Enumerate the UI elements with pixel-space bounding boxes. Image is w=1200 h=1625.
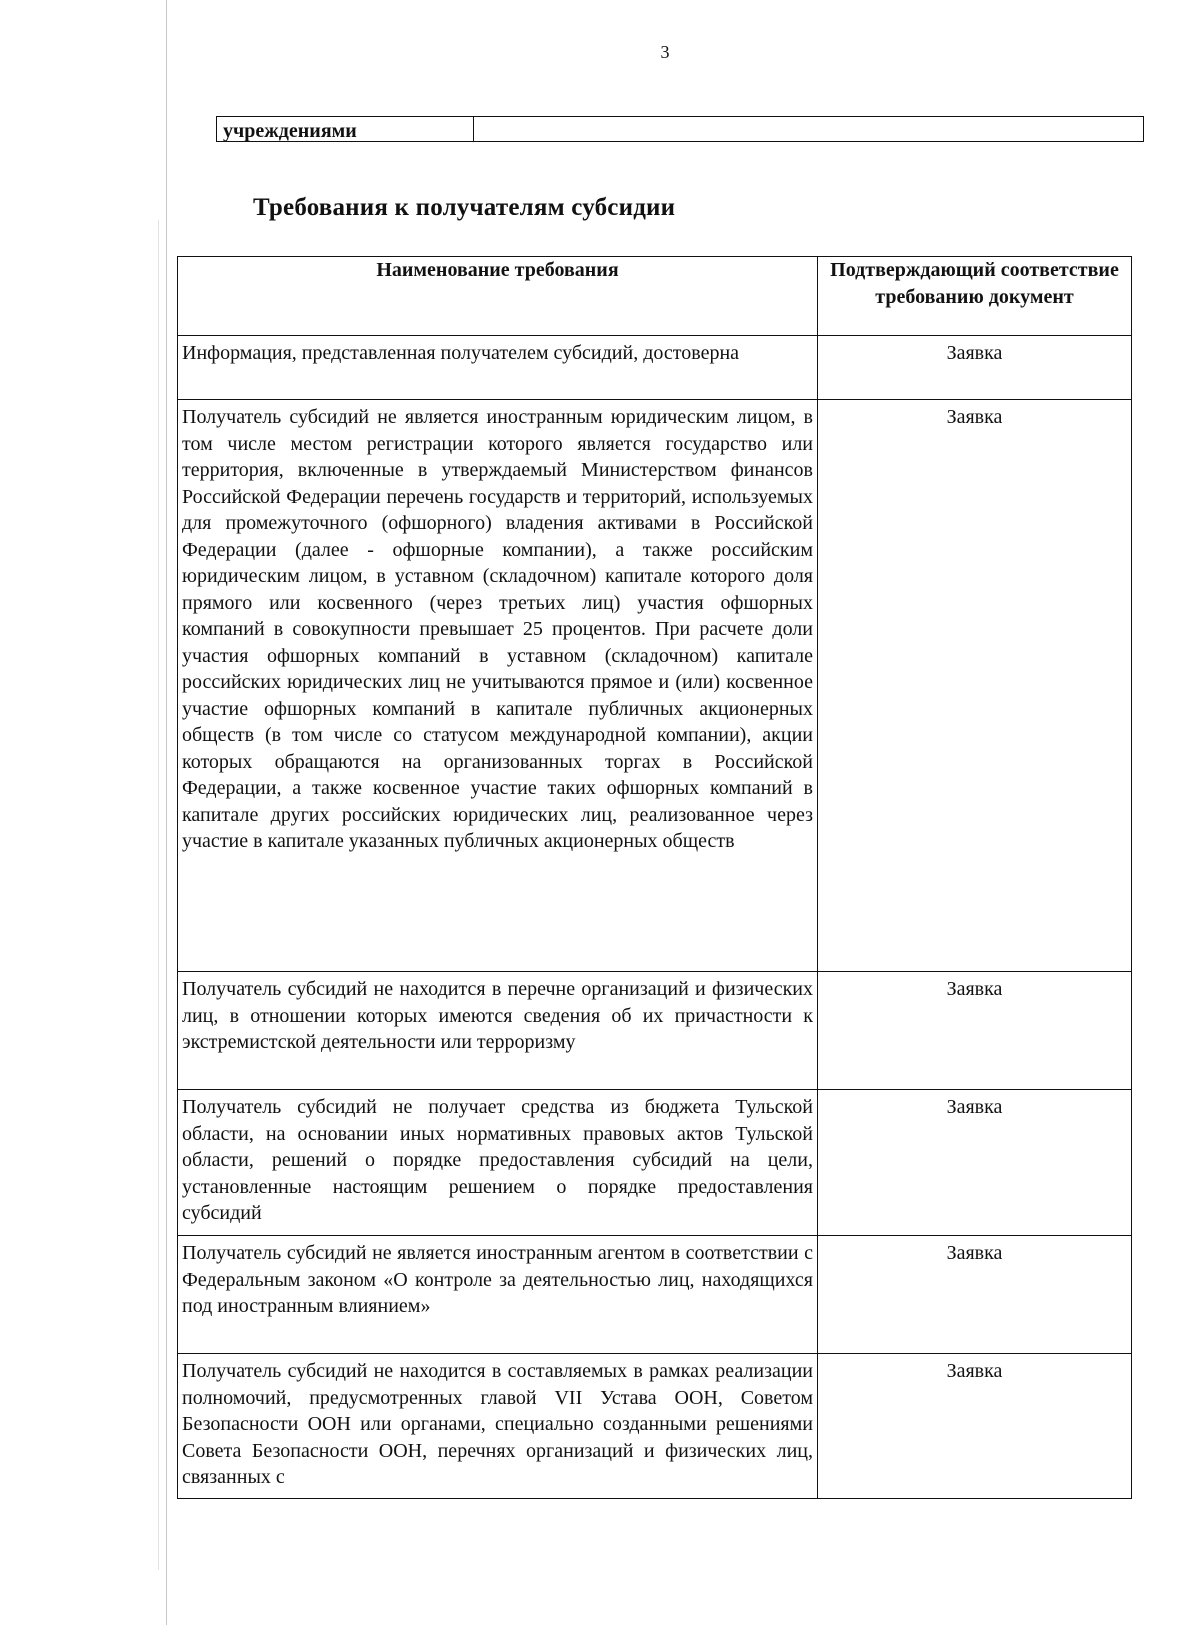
requirement-cell: Получатель субсидий не находится в составляемых в рамках реализации полномочий, предусмотренных главой VII Устава ООН, Советом Безопасности ООН или органами, специально созданными решениями Совета Безопасности ООН, перечнях организаций и физических лиц, связанных с bbox=[178, 1354, 818, 1499]
section-title: Требования к получателям субсидии bbox=[253, 194, 676, 221]
table-header-row bbox=[178, 257, 1132, 336]
table-row bbox=[178, 972, 1132, 1090]
table-row bbox=[178, 1354, 1132, 1499]
document-cell: Заявка bbox=[818, 1236, 1132, 1354]
scan-margin-line bbox=[166, 0, 167, 1625]
document-cell: Заявка bbox=[818, 972, 1132, 1090]
requirement-cell: Получатель субсидий не является иностранным юридическим лицом, в том числе местом регистрации которого является государство или территория, включенные в утверждаемый Министерством финансов Российской Федерации перечень государств и территорий, используемых для промежуточного (офшорного) владения активами в Российской Федерации (далее - офшорные компании), а также российским юридическим лицом, в уставном (складочном) капитале которого доля прямого или косвенного (через третьих лиц) участия офшорных компаний в совокупности превышает 25 процентов. При расчете доли участия офшорных компаний в уставном (складочном) капитале российских юридических лиц не учитываются прямое и (или) косвенное участие офшорных компаний в капитале публичных акционерных обществ (в том числе со статусом международной компании), акции которых обращаются на организованных торгах в Российской Федерации, а также косвенное участие таких офшорных компаний в капитале других российских юридических лиц, реализованное через участие в капитале указанных публичных акционерных обществ bbox=[178, 400, 818, 972]
table-cell bbox=[474, 117, 1144, 142]
document-cell: Заявка bbox=[818, 400, 1132, 972]
continued-table bbox=[216, 116, 1144, 142]
document-cell: Заявка bbox=[818, 1090, 1132, 1236]
table-cell: учреждениями bbox=[217, 117, 474, 142]
table-row bbox=[178, 1090, 1132, 1236]
requirement-cell: Получатель субсидий не является иностранным агентом в соответствии с Федеральным законом «О контроле за деятельностью лиц, находящихся под иностранным влиянием» bbox=[178, 1236, 818, 1354]
column-header-document: Подтверждающий соответствие требованию документ bbox=[818, 257, 1132, 336]
scan-margin-line bbox=[158, 220, 159, 1570]
requirement-cell: Информация, представленная получателем субсидий, достоверна bbox=[178, 336, 818, 400]
requirement-cell: Получатель субсидий не находится в перечне организаций и физических лиц, в отношении которых имеются сведения об их причастности к экстремистской деятельности или терроризму bbox=[178, 972, 818, 1090]
requirements-table bbox=[177, 256, 1132, 1499]
table-row bbox=[178, 1236, 1132, 1354]
column-header-requirement: Наименование требования bbox=[178, 257, 818, 336]
requirement-cell: Получатель субсидий не получает средства из бюджета Тульской области, на основании иных нормативных правовых актов Тульской области, решений о порядке предоставления субсидий на цели, установленные настоящим решением о порядке предоставления субсидий bbox=[178, 1090, 818, 1236]
table-row bbox=[178, 336, 1132, 400]
document-cell: Заявка bbox=[818, 1354, 1132, 1499]
page-number: 3 bbox=[660, 42, 670, 62]
table-row bbox=[178, 400, 1132, 972]
document-cell: Заявка bbox=[818, 336, 1132, 400]
table-row bbox=[217, 117, 1144, 142]
